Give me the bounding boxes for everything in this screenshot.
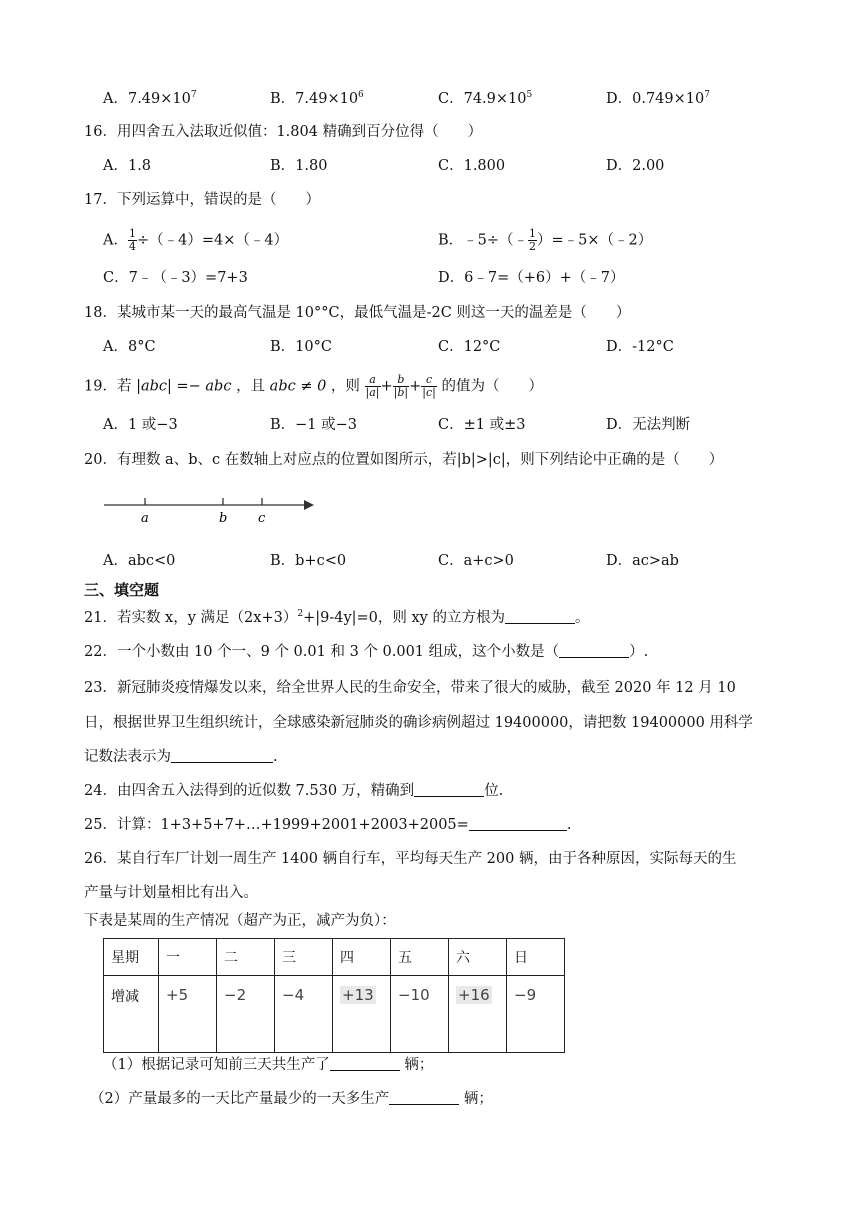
number-line-diagram bbox=[100, 490, 320, 526]
table-header-cell: 三 bbox=[275, 939, 333, 976]
answer-blank[interactable] bbox=[414, 781, 484, 797]
q26-line-2: 产量与计划量相比有出入。 bbox=[84, 885, 258, 901]
q15-option-d: D．$0.749\times 10^7$ bbox=[606, 90, 710, 107]
q19-option-c: C．±1 或±3 bbox=[438, 417, 526, 433]
table-header-cell: 六 bbox=[449, 939, 507, 976]
label-a: a bbox=[141, 511, 149, 526]
q16-option-c: C．1.800 bbox=[438, 158, 506, 174]
production-table bbox=[103, 938, 565, 1053]
q21-text: 21．若实数 x，y 满足$(2x+3)^2+|9-4y|=0$，则 xy 的立方根为 。 bbox=[84, 609, 590, 626]
cell-value: −10 bbox=[398, 986, 430, 1004]
fraction: $\frac{a}{|a|}$ bbox=[365, 373, 380, 399]
q20-option-d: D．ac>ab bbox=[606, 553, 679, 569]
q20-option-a: A．abc<0 bbox=[103, 553, 176, 569]
q20-option-c: C．a+c>0 bbox=[438, 553, 514, 569]
q16-option-b: B．1.80 bbox=[270, 158, 328, 174]
table-header-cell: 一 bbox=[159, 939, 217, 976]
table-header-cell: 四 bbox=[333, 939, 391, 976]
table-cell bbox=[217, 976, 275, 1053]
cell-value: +5 bbox=[166, 986, 189, 1004]
q19-option-d: D．无法判断 bbox=[606, 417, 691, 433]
arrow-head-icon bbox=[304, 500, 314, 510]
q15-option-a: A．$7.49\times 10^7$ bbox=[103, 90, 197, 107]
table-cell bbox=[449, 976, 507, 1053]
q23-line-3: 记数法表示为 . bbox=[84, 749, 278, 765]
fraction: $\frac{1}{4}$ bbox=[128, 227, 136, 253]
q18-option-b: B．10°C bbox=[270, 339, 332, 355]
fraction: $\frac{1}{2}$ bbox=[529, 227, 537, 253]
q20-option-b: B．b+c<0 bbox=[270, 553, 347, 569]
cell-value: −2 bbox=[224, 986, 247, 1004]
q19-option-b: B．−1 或−3 bbox=[270, 417, 358, 433]
q23-line-1: 23．新冠肺炎疫情爆发以来，给全世界人民的生命安全，带来了很大的威胁，截至 2020 年 12 月 10 bbox=[84, 680, 736, 696]
table-header-cell: 五 bbox=[391, 939, 449, 976]
q18-stem: 18．某城市某一天的最高气温是 10°°C，最低气温是-2C 则这一天的温差是（ ） bbox=[84, 305, 631, 321]
q24-text: 24．由四舍五入法得到的近似数 7.530 万，精确到 位. bbox=[84, 783, 504, 799]
q26-sub-1: （1）根据记录可知前三天共生产了 辆； bbox=[103, 1057, 434, 1073]
cell-value: +16 bbox=[458, 986, 490, 1004]
label-c: c bbox=[258, 511, 266, 526]
q26-line-1: 26．某自行车厂计划一周生产 1400 辆自行车，平均每天生产 200 辆，由于各种原因，实际每天的生 bbox=[84, 851, 737, 867]
table-header-cell: 星期 bbox=[104, 939, 159, 976]
table-cell bbox=[507, 976, 565, 1053]
cell-value: −9 bbox=[514, 986, 537, 1004]
q17-stem: 17．下列运算中，错误的是（ ） bbox=[84, 192, 320, 208]
table-row bbox=[104, 976, 565, 1053]
table-row-label: 增减 bbox=[104, 976, 159, 1053]
q25-text: 25．计算：1+3+5+7+…+1999+2001+2003+2005= . bbox=[84, 817, 572, 833]
q26-line-3: 下表是某周的生产情况（超产为正，减产为负）： bbox=[84, 913, 396, 929]
q17-option-a: A． $\frac{1}{4}$ ÷（﹣4）=4×（﹣4） bbox=[103, 227, 289, 253]
q15-option-c: C．$74.9\times 10^5$ bbox=[438, 90, 533, 107]
answer-blank[interactable] bbox=[469, 815, 567, 831]
q23-line-2: 日，根据世界卫生组织统计，全球感染新冠肺炎的确诊病例超过 19400000，请把数 19400000 用科学 bbox=[84, 715, 753, 731]
fraction: $\frac{c}{|c|}$ bbox=[422, 373, 436, 399]
q22-text: 22．一个小数由 10 个一、9 个 0.01 和 3 个 0.001 组成，这个小数是（ ）. bbox=[84, 644, 649, 660]
q18-option-a: A．8°C bbox=[103, 339, 156, 355]
table-header-cell: 二 bbox=[217, 939, 275, 976]
q17-option-c: C．7﹣（﹣3）=7+3 bbox=[103, 270, 248, 286]
q16-stem: 16．用四舍五入法取近似值：1.804 精确到百分位得（ ） bbox=[84, 124, 483, 140]
q15-option-b: B．$7.49\times 10^6$ bbox=[270, 90, 364, 107]
q19-stem: 19．若 |abc| =− abc ，且 abc ≠ 0 ，则 $\frac{a}{|a|}$ + $\frac{b}{|b|}$ + $\frac{c}{|c|}$ 的值为（ ） bbox=[84, 373, 543, 399]
table-cell bbox=[275, 976, 333, 1053]
table-cell bbox=[333, 976, 391, 1053]
q20-stem: 20．有理数 a、b、c 在数轴上对应点的位置如图所示，若|b|>|c|，则下列结论中正确的是（ ） bbox=[84, 452, 724, 468]
q17-option-d: D．6﹣7=（+6）+（﹣7） bbox=[438, 270, 625, 286]
q17-option-b: B．﹣5÷（﹣ $\frac{1}{2}$ ）=﹣5×（﹣2） bbox=[438, 227, 653, 253]
answer-blank[interactable] bbox=[559, 642, 629, 658]
cell-value: −4 bbox=[282, 986, 305, 1004]
table-header-cell: 日 bbox=[507, 939, 565, 976]
answer-blank[interactable] bbox=[171, 747, 273, 763]
table-cell bbox=[391, 976, 449, 1053]
q26-sub-2: （2）产量最多的一天比产量最少的一天多生产 辆； bbox=[90, 1091, 493, 1107]
q18-option-c: C．12°C bbox=[438, 339, 501, 355]
table-header-row bbox=[104, 939, 565, 976]
q16-option-d: D．2.00 bbox=[606, 158, 665, 174]
label-b: b bbox=[219, 511, 228, 526]
table-cell bbox=[159, 976, 217, 1053]
q19-option-a: A．1 或−3 bbox=[103, 417, 178, 433]
q16-option-a: A．1.8 bbox=[103, 158, 152, 174]
cell-value: +13 bbox=[342, 986, 374, 1004]
fraction: $\frac{b}{|b|}$ bbox=[393, 373, 409, 399]
q19-condition: |abc| =− abc bbox=[136, 378, 232, 395]
answer-blank[interactable] bbox=[389, 1089, 459, 1105]
q18-option-d: D．-12°C bbox=[606, 339, 674, 355]
answer-blank[interactable] bbox=[330, 1055, 400, 1071]
answer-blank[interactable] bbox=[505, 608, 575, 624]
section-title: 三、填空题 bbox=[84, 581, 160, 599]
q19-condition-nonzero: abc ≠ 0 bbox=[269, 378, 327, 395]
